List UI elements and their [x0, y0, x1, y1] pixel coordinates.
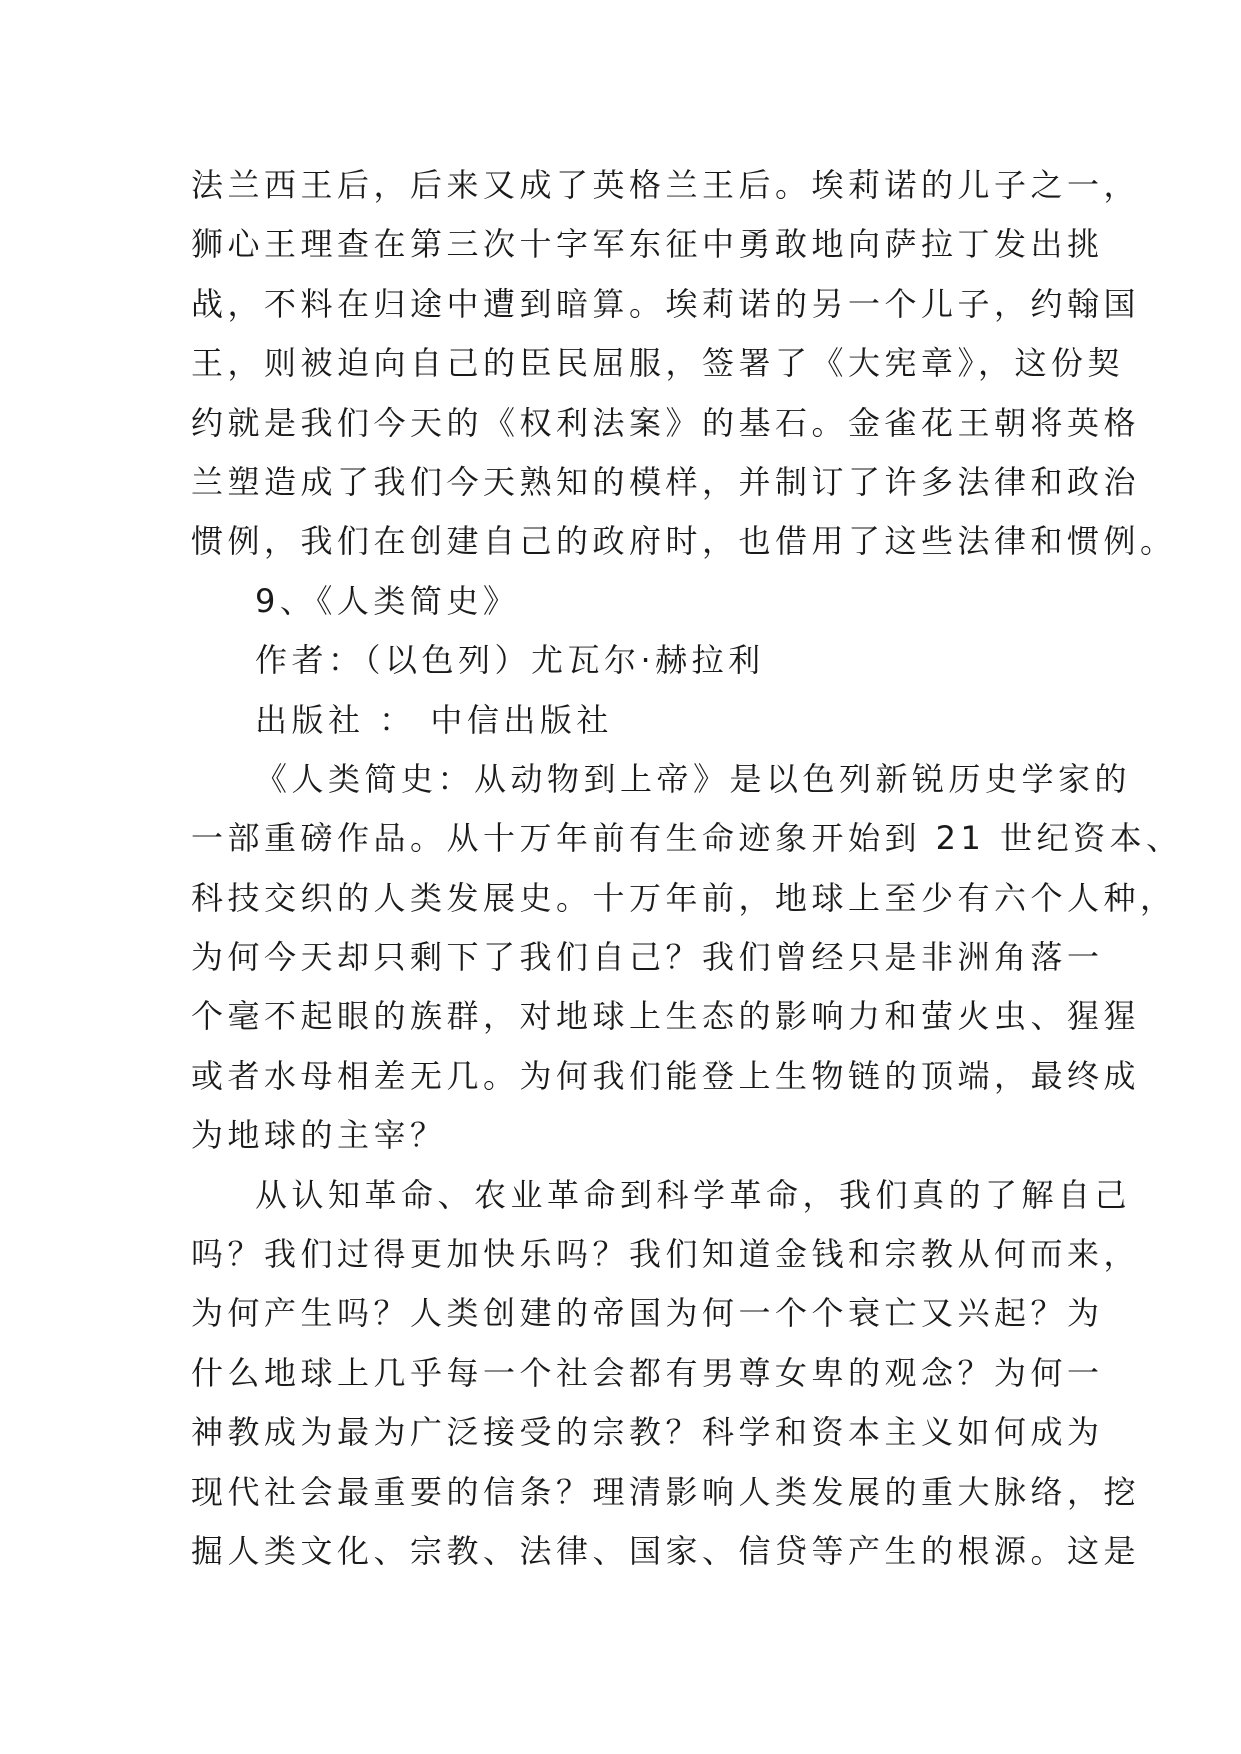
text-line: 狮心王理查在第三次十字军东征中勇敢地向萨拉丁发出挑: [191, 225, 1104, 264]
text-line: 现代社会最重要的信条？理清影响人类发展的重大脉络，挖: [191, 1472, 1141, 1511]
text-line: 神教成为最为广泛接受的宗教？科学和资本主义如何成为: [191, 1413, 1104, 1452]
text-line: 出版社 ： 中信出版社: [255, 700, 613, 739]
text-line: 从认知革命、农业革命到科学革命，我们真的了解自己: [255, 1175, 1132, 1214]
text-line: 科技交织的人类发展史。十万年前，地球上至少有六个人种，: [191, 878, 1177, 917]
text-line: 王，则被迫向自己的臣民屈服，签署了《大宪章》，这份契: [191, 344, 1125, 383]
text-line: 或者水母相差无几。为何我们能登上生物链的顶端，最终成: [191, 1056, 1141, 1095]
text-line: 为地球的主宰？: [191, 1116, 447, 1155]
text-line: 作者：（以色列）尤瓦尔·赫拉利: [255, 641, 765, 680]
text-line: 为何今天却只剩下了我们自己？我们曾经只是非洲角落一: [191, 938, 1104, 977]
text-line: 个毫不起眼的族群，对地球上生态的影响力和萤火虫、猩猩: [191, 997, 1141, 1036]
text-line: 吗？我们过得更加快乐吗？我们知道金钱和宗教从何而来，: [191, 1235, 1141, 1274]
text-line: 战，不料在归途中遭到暗算。埃莉诺的另一个儿子，约翰国: [191, 284, 1141, 323]
text-line: 兰塑造成了我们今天熟知的模样，并制订了许多法律和政治: [191, 462, 1141, 501]
text-line: 什么地球上几乎每一个社会都有男尊女卑的观念？为何一: [191, 1353, 1104, 1392]
text-line: 惯例，我们在创建自己的政府时，也借用了这些法律和惯例。: [191, 522, 1177, 561]
text-line: 9、《人类简史》: [255, 581, 520, 620]
body-text: [191, 156, 1183, 1581]
text-line: 一部重磅作品。从十万年前有生命迹象开始到 21 世纪资本、: [191, 819, 1183, 858]
text-line: 《人类简史：从动物到上帝》是以色列新锐历史学家的: [255, 759, 1132, 798]
text-line: 为何产生吗？人类创建的帝国为何一个个衰亡又兴起？为: [191, 1294, 1104, 1333]
text-line: 约就是我们今天的《权利法案》的基石。金雀花王朝将英格: [191, 403, 1141, 442]
text-line: 掘人类文化、宗教、法律、国家、信贷等产生的根源。这是: [191, 1531, 1141, 1570]
text-line: 法兰西王后，后来又成了英格兰王后。埃莉诺的儿子之一，: [191, 166, 1141, 204]
